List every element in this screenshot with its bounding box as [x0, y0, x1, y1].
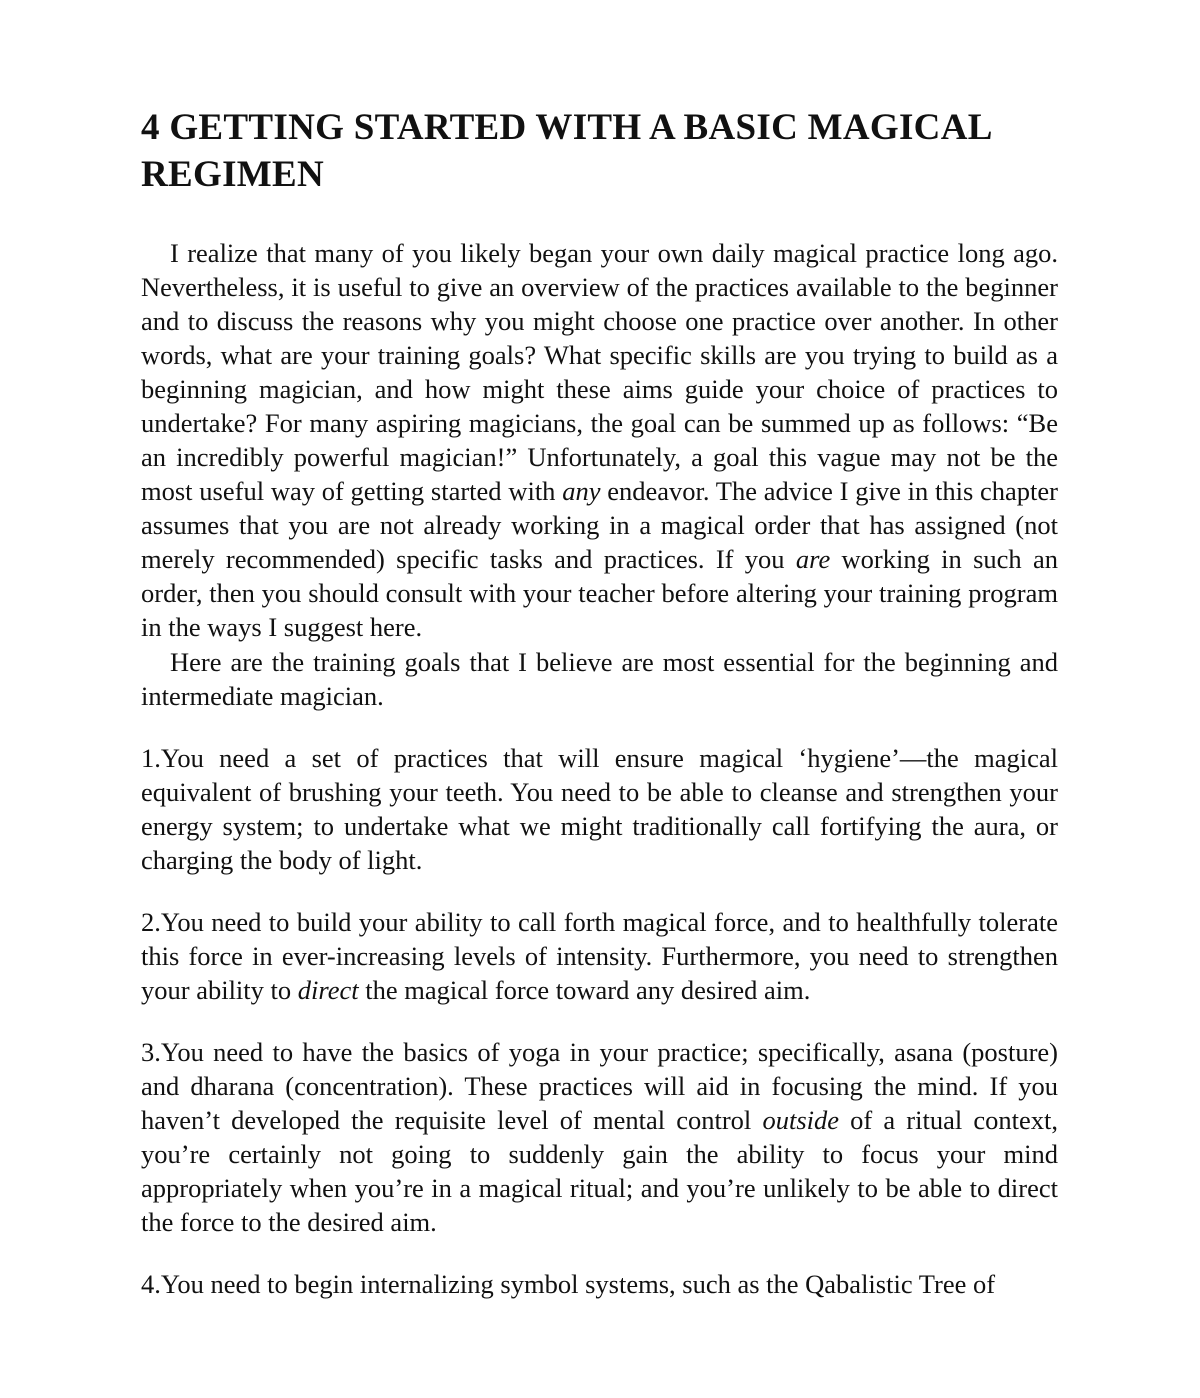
intro-emphasis-are: are — [795, 544, 831, 574]
goal-emphasis-outside: outside — [762, 1105, 840, 1135]
goal-text-part-1: You need to have the basics of yoga in your practice; specifically, asana (posture) and dharana (concentration). These practices will aid in focusing the mind. If you haven’t developed the requisite level of mental control — [141, 1037, 1058, 1135]
goal-number: 1. — [141, 743, 161, 773]
chapter-title: 4 GETTING STARTED WITH A BASIC MAGICAL REGIMEN — [141, 107, 991, 195]
goal-emphasis-direct: direct — [297, 975, 359, 1005]
intro-emphasis-any: any — [562, 476, 601, 506]
goals-intro-paragraph: Here are the training goals that I believe are most essential for the beginning and intermediate magician. — [141, 647, 1058, 711]
goal-item-1 — [141, 741, 1058, 877]
goal-text: You need a set of practices that will ensure magical ‘hygiene’—the magical equivalent of brushing your teeth. You need to be able to cleanse and strengthen your energy system; to undertake what we might traditionally call fortifying the aura, or charging the body of light. — [141, 743, 1058, 875]
goal-number: 4. — [141, 1269, 161, 1299]
intro-text-part-3: working in such an order, then you should consult with your teacher before altering your training program in the ways I suggest here. — [141, 544, 1059, 642]
intro-text-part-1: I realize that many of you likely began your own daily magical practice long ago. Nevertheless, it is useful to give an overview of the practices available to the beginner and to discuss the reasons why you might choose one practice over another. In other words, what are your training goals? What specific skills are you trying to build as a beginning magician, and how might these aims guide your choice of practices to undertake? For many aspiring magicians, the goal can be summed up as follows: “Be an incredibly powerful magician!” Unfortunately, a goal this vague may not be the most useful way of getting started with — [141, 238, 1058, 506]
goal-number: 2. — [141, 907, 161, 937]
goal-text-part-1: You need to build your ability to call forth magical force, and to healthfully tolerate this force in ever-increasing levels of intensity. Furthermore, you need to strengthen your ability to — [141, 907, 1058, 1005]
intro-text-part-2: endeavor. The advice I give in this chapter assumes that you are not already working in a magical order that has assigned (not merely recommended) specific tasks and practices. If you — [141, 476, 1059, 574]
goal-text-part-2: the magical force toward any desired aim. — [358, 975, 811, 1005]
goal-number: 3. — [141, 1037, 161, 1067]
goal-item-2 — [141, 905, 1058, 1007]
book-page — [141, 104, 1058, 1301]
goal-item-4 — [141, 1267, 1058, 1301]
goal-item-3 — [141, 1035, 1058, 1239]
goal-text-part-2: of a ritual context, you’re certainly not going to suddenly gain the ability to focus your mind appropriately when you’re in a magical ritual; and you’re unlikely to be able to direct the force to the desired aim. — [141, 1105, 1058, 1237]
goal-text: You need to begin internalizing symbol systems, such as the Qabalistic Tree of — [160, 1269, 996, 1299]
intro-paragraph — [141, 236, 1058, 644]
